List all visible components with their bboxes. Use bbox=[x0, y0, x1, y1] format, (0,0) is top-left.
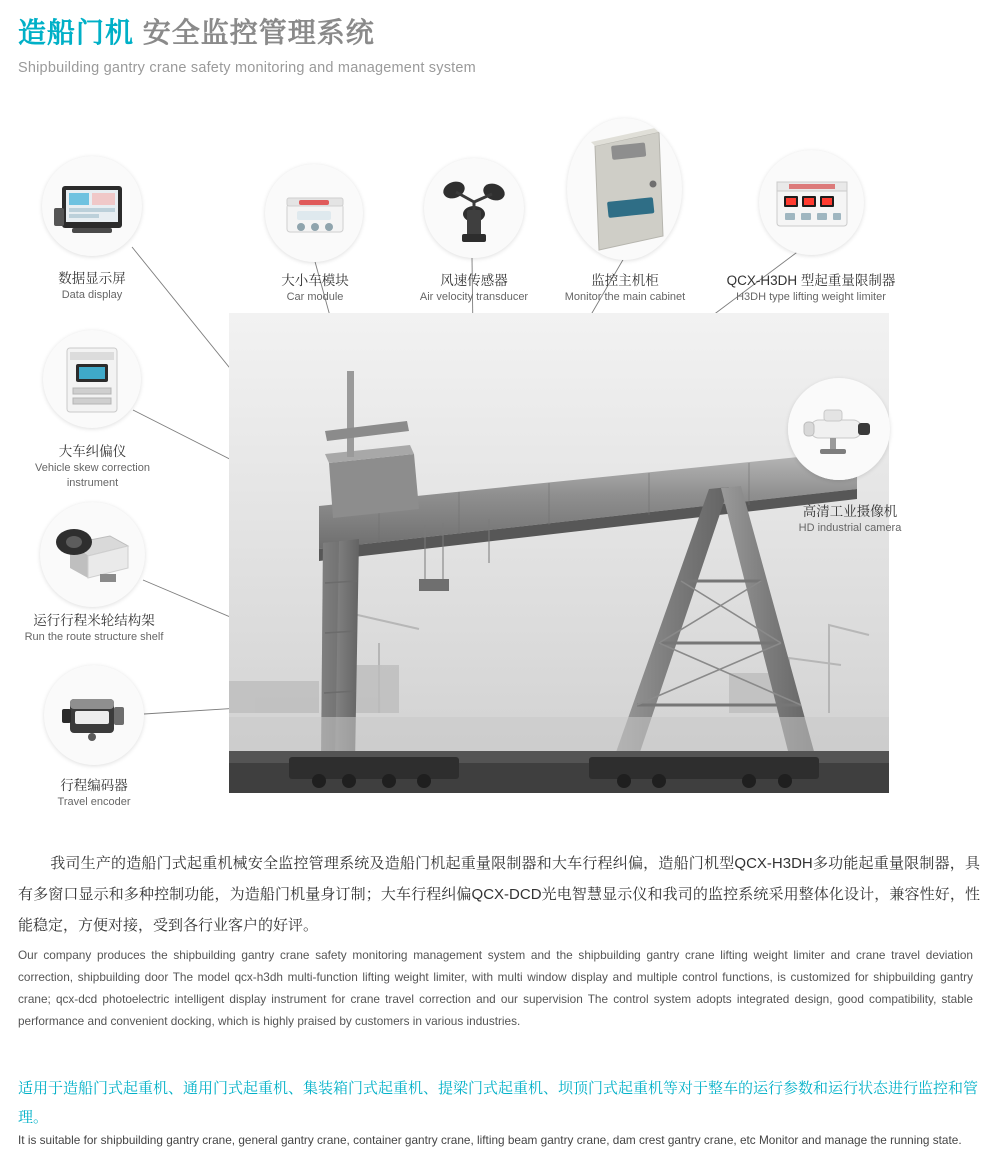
page-title-accent: 造船门机 bbox=[18, 17, 135, 48]
page-title-rest: 安全监控管理系统 bbox=[134, 17, 375, 48]
callout-label-data-display bbox=[22, 270, 162, 303]
scope-cn: 适用于造船门式起重机、通用门式起重机、集装箱门式起重机、提梁门式起重机、坝顶门式起重机等对于整车的运行参数和运行状态进行监控和管理。 bbox=[18, 1080, 979, 1126]
callout-icon-weight-limiter bbox=[759, 150, 864, 255]
callout-icon-skew-correction bbox=[43, 330, 141, 428]
callout-icon-data-display bbox=[42, 156, 142, 256]
scope-en: It is suitable for shipbuilding gantry crane, general gantry crane, container gantry crane, lifting beam gantry crane, dam crest gantry crane, etc Monitor and manage the running state. bbox=[18, 1133, 962, 1147]
callout-cn: 大小车模块 bbox=[281, 273, 349, 288]
callout-en: Car module bbox=[286, 291, 344, 304]
description-cn-text: 我司生产的造船门式起重机械安全监控管理系统及造船门机起重量限制器和大车行程纠偏，造船门机型QCX-H3DH多功能起重量限制器，具有多窗口显示和多种控制功能，为造船门机量身订制；大车行程纠偏QCX-DCD光电智慧显示仪和我司的监控系统采用整体化设计，兼容性好，性能稳定，方便对接，受到各行业客户的好评。 bbox=[18, 855, 980, 934]
page-title bbox=[18, 16, 978, 50]
callout-en: Travel encoder bbox=[57, 796, 131, 809]
callout-en: Vehicle skew correction instrument bbox=[35, 462, 150, 490]
callout-cn: 监控主机柜 bbox=[591, 273, 659, 288]
callout-label-air-velocity bbox=[404, 272, 544, 305]
callout-icon-main-cabinet bbox=[567, 118, 682, 260]
callout-cn: 大车纠偏仪 bbox=[58, 444, 127, 459]
callout-en: Run the route structure shelf bbox=[24, 631, 164, 644]
callout-cn: QCX-H3DH 型起重量限制器 bbox=[726, 273, 896, 288]
callout-cn: 风速传感器 bbox=[440, 273, 508, 288]
callout-en: Data display bbox=[61, 289, 123, 302]
callout-cn: 运行行程米轮结构架 bbox=[33, 613, 155, 628]
callout-label-weight-limiter bbox=[706, 272, 916, 305]
callout-icon-route-structure bbox=[40, 502, 145, 607]
callout-label-skew-correction bbox=[20, 443, 165, 491]
callout-label-car-module bbox=[250, 272, 380, 305]
callout-icon-air-velocity bbox=[424, 158, 524, 258]
callout-cn: 数据显示屏 bbox=[58, 271, 126, 286]
main-crane-photo bbox=[229, 313, 889, 793]
callout-cn: 高清工业摄像机 bbox=[802, 504, 898, 519]
callout-label-travel-encoder bbox=[24, 777, 164, 810]
callout-cn: 行程编码器 bbox=[60, 778, 128, 793]
callout-icon-car-module bbox=[265, 164, 363, 262]
page-subtitle: Shipbuilding gantry crane safety monitoring and management system bbox=[18, 59, 476, 76]
callout-en: Monitor the main cabinet bbox=[564, 291, 686, 304]
description-cn bbox=[18, 848, 980, 941]
callout-label-route-structure bbox=[14, 612, 174, 645]
callout-icon-travel-encoder bbox=[44, 665, 144, 765]
callout-en: Air velocity transducer bbox=[419, 291, 529, 304]
callout-en: H3DH type lifting weight limiter bbox=[736, 291, 886, 304]
callout-icon-hd-camera bbox=[788, 378, 890, 480]
page-header bbox=[18, 16, 978, 76]
callout-label-hd-camera bbox=[770, 503, 930, 536]
callout-en: HD industrial camera bbox=[798, 522, 902, 535]
callout-label-main-cabinet bbox=[550, 272, 700, 305]
description-en: Our company produces the shipbuilding gantry crane safety monitoring management system and the shipbuilding gantry crane lifting weight limiter and crane travel deviation correction, shipbuilding door The model qcx-h3dh multi-function lifting weight limiter, with multi window display and multiple control functions, is customized for shipbuilding gantry crane; qcx-dcd photoelectric intelligent display instrument for crane travel correction and our supervision The control system adopts integrated design, good compatibility, stable performance and convenient docking, which is highly praised by customers in various industries. bbox=[18, 948, 973, 1028]
